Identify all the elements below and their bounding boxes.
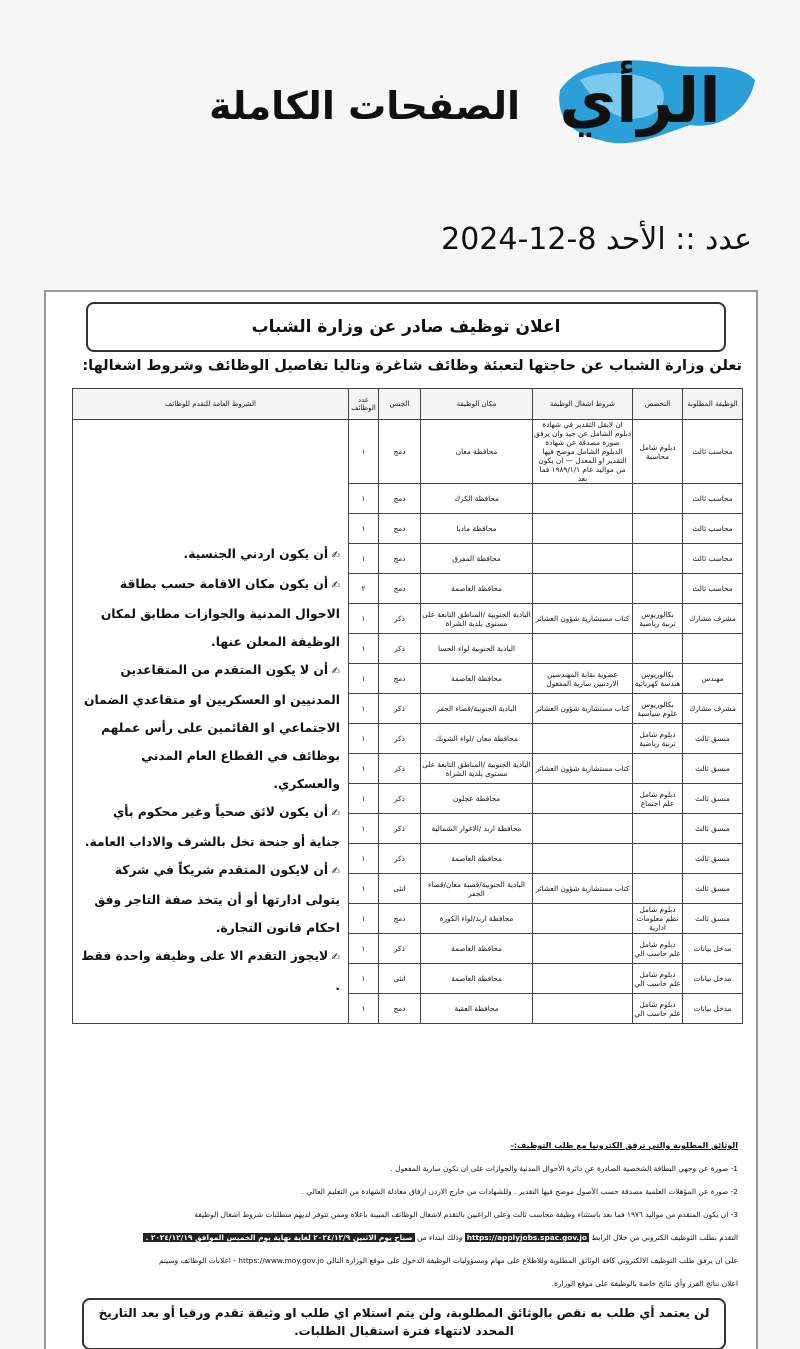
cell-cond xyxy=(533,574,633,604)
page-title: الصفحات الكاملة xyxy=(209,84,520,128)
doc-item: 1- صورة عن وجهي البطاقة الشخصية الصادرة عن دائرة الأحوال المدنية والجوازات على ان تكون سارية المفعول . xyxy=(390,1164,738,1173)
cell-spec: بكالوريوس تربية رياضية xyxy=(633,604,683,634)
cell-spec: دبلوم شامل علم حاسب الي xyxy=(633,964,683,994)
cell-count: ١ xyxy=(349,724,379,754)
cell-place: البادية الجنوبية /المناطق التابعة على مستوى بلدية الشراة xyxy=(421,604,533,634)
cell-cond: كتاب مستشارية شؤون العشائر xyxy=(533,694,633,724)
col-header: شروط اشغال الوظيفة xyxy=(533,389,633,420)
cell-count: ١ xyxy=(349,964,379,994)
col-header: التخصص xyxy=(633,389,683,420)
cell-spec: دبلوم شامل نظم معلومات ادارية xyxy=(633,904,683,934)
col-header: الشروط العامة للتقدم للوظائف xyxy=(73,389,349,420)
cell-job: منسق ثالث xyxy=(683,754,743,784)
apply-dates: صباح يوم الاثنين ٢٠٢٤/١٢/٩ لغاية نهاية يوم الخميس الموافق ٢٠٢٤/١٢/١٩ . xyxy=(145,1233,413,1242)
cell-place: البادية الجنوبية لواء الحسا xyxy=(421,634,533,664)
cell-job: محاسب ثالث xyxy=(683,514,743,544)
cell-count: ١ xyxy=(349,784,379,814)
cell-place: محافظة العاصمة xyxy=(421,844,533,874)
cell-gender: دمج xyxy=(379,420,421,484)
general-condition-item: ✍ أن يكون اردني الجنسية. xyxy=(79,540,340,570)
cell-count: ١ xyxy=(349,664,379,694)
cell-place: محافظة مادبا xyxy=(421,514,533,544)
cell-gender: دمج xyxy=(379,664,421,694)
general-condition-item: ✍ أن يكون مكان الاقامة حسب بطاقة الاحوال المدنية والجوازات مطابق لمكان الوظيفة المعلن عنها. xyxy=(79,570,340,656)
cell-job: منسق ثالث xyxy=(683,784,743,814)
cell-cond xyxy=(533,544,633,574)
cell-place: محافظة معان xyxy=(421,420,533,484)
col-header: الجنس xyxy=(379,389,421,420)
cell-job xyxy=(683,634,743,664)
cell-spec xyxy=(633,754,683,784)
cell-spec xyxy=(633,514,683,544)
cell-cond: كتاب مستشارية شؤون العشائر xyxy=(533,604,633,634)
cell-cond xyxy=(533,934,633,964)
cell-spec: دبلوم شامل محاسبة xyxy=(633,420,683,484)
cell-gender: ذكر xyxy=(379,634,421,664)
cell-spec xyxy=(633,634,683,664)
cell-gender: دمج xyxy=(379,574,421,604)
required-documents xyxy=(70,1134,738,1295)
cell-count: ١ xyxy=(349,694,379,724)
doc-item: 3- ان يكون المتقدم من مواليد ١٩٧٦ فما بعد باستثناء وظيفة محاسب ثالث وعلى الراغبين بالتقدم لاشغال الوظائف المبينة باعلاه وممن تتوفر لديهم متطلبات شروط اشغال الوظيفة xyxy=(194,1210,738,1219)
cell-job: محاسب ثالث xyxy=(683,420,743,484)
jobs-table xyxy=(72,388,743,1024)
cell-count: ١ xyxy=(349,904,379,934)
cell-job: مشرف مشارك xyxy=(683,604,743,634)
cell-place: محافظة العاصمة xyxy=(421,964,533,994)
cell-count: ١ xyxy=(349,874,379,904)
cell-count: ١ xyxy=(349,844,379,874)
cell-job: محاسب ثالث xyxy=(683,574,743,604)
cell-place: محافظة معان /لواء الشوبك xyxy=(421,724,533,754)
cell-count: ١ xyxy=(349,484,379,514)
cell-place: محافظة اربد /الاغوار الشمالية xyxy=(421,814,533,844)
cell-cond xyxy=(533,724,633,754)
doc-item: 2- صورة عن المؤهلات العلمية مصدقة حسب الأصول موضح فيها التقدير . وللشهادات من خارج الاردن ارفاق معادلة الشهادة من التعليم العالي . xyxy=(301,1187,738,1196)
cell-cond xyxy=(533,844,633,874)
cell-cond xyxy=(533,634,633,664)
cell-job: مدخل بيانات xyxy=(683,934,743,964)
cell-spec xyxy=(633,484,683,514)
cell-spec: دبلوم شامل علم اجتماع xyxy=(633,784,683,814)
cell-job: منسق ثالث xyxy=(683,724,743,754)
cell-job: منسق ثالث xyxy=(683,844,743,874)
cell-place: محافظة اربد/لواء الكورة xyxy=(421,904,533,934)
cell-job: مهندس xyxy=(683,664,743,694)
cell-spec xyxy=(633,544,683,574)
general-condition-item: ✍ لايجوز التقدم الا على وظيفة واحدة فقط . xyxy=(79,942,340,1000)
cell-place: محافظة المفرق xyxy=(421,544,533,574)
alrai-logo-icon xyxy=(520,40,760,160)
general-condition-item: ✍ أن لايكون المتقدم شريكاً في شركة يتولى ادارتها أو أن يتخذ صفة التاجر وفق احكام قانون التجارة. xyxy=(79,856,340,942)
issue-date: عدد :: الأحد 8-12-2024 xyxy=(441,222,752,257)
cell-spec: دبلوم شامل تربية رياضية xyxy=(633,724,683,754)
cell-spec xyxy=(633,574,683,604)
ad-subheading: تعلن وزارة الشباب عن حاجتها لتعبئة وظائف شاغرة وتالياً تفاصيل الوظائف وشروط اشغالها: xyxy=(82,358,742,374)
table-row xyxy=(73,420,743,484)
cell-cond xyxy=(533,784,633,814)
cell-cond xyxy=(533,904,633,934)
cell-spec: دبلوم شامل علم حاسب الي xyxy=(633,934,683,964)
closing-notice: لن يعتمد أي طلب به نقص بالوثائق المطلوبة، ولن يتم استلام اي طلب او وثيقة تقدم ورقيا أو بعد التاريخ المحدد لانتهاء فترة استقبال الطلبات. xyxy=(82,1298,726,1349)
attach-note: على ان يرفق طلب التوظيف الالكتروني كافة الوثائق المطلوبة وللاطلاع على مهام ومسؤوليات الوظيفة الدخول على موقع الوزارة التالي https://www.moy.gov.jo - اعلانات الوظائف وسيتم xyxy=(158,1256,738,1265)
cell-place: البادية الجنوبية /المناطق التابعة على مستوى بلدية الشراة xyxy=(421,754,533,784)
cell-job: مدخل بيانات xyxy=(683,994,743,1024)
apply-line: التقدم بطلب التوظيف الكتروني من خلال الرابط https://applyjobs.spac.gov.jo وذلك ابتداء من صباح يوم الاثنين ٢٠٢٤/١٢/٩ لغاية نهاية يوم الخميس الموافق ٢٠٢٤/١٢/١٩ . xyxy=(145,1233,738,1242)
cell-cond: كتاب مستشارية شؤون العشائر xyxy=(533,874,633,904)
cell-gender: دمج xyxy=(379,484,421,514)
col-header: الوظيفة المطلوبة xyxy=(683,389,743,420)
cell-count: ١ xyxy=(349,514,379,544)
cell-gender: ذكر xyxy=(379,724,421,754)
cell-spec xyxy=(633,814,683,844)
cell-place: محافظة عجلون xyxy=(421,784,533,814)
cell-gender: دمج xyxy=(379,994,421,1024)
cell-gender: دمج xyxy=(379,544,421,574)
cell-gender: ذكر xyxy=(379,844,421,874)
cell-place: محافظة العاصمة xyxy=(421,664,533,694)
cell-job: مشرف مشارك xyxy=(683,694,743,724)
cell-place: البادية الجنوبية/قصبة معان/قضاء الجفر xyxy=(421,874,533,904)
cell-gender: دمج xyxy=(379,514,421,544)
results-note: اعلان نتائج الفرز وأي نتائج خاصة بالوظيفة على موقع الوزارة. xyxy=(551,1279,738,1288)
svg-text:الرأي: الرأي xyxy=(559,64,721,137)
cell-job: منسق ثالث xyxy=(683,814,743,844)
cell-gender: ذكر xyxy=(379,754,421,784)
cell-cond xyxy=(533,514,633,544)
cell-cond xyxy=(533,814,633,844)
docs-title: الوثائق المطلوبة والتي ترفق الكترونيا مع طلب التوظيف:- xyxy=(510,1141,738,1150)
cell-place: محافظة العاصمة xyxy=(421,934,533,964)
cell-cond: كتاب مستشارية شؤون العشائر xyxy=(533,754,633,784)
cell-job: محاسب ثالث xyxy=(683,544,743,574)
cell-cond xyxy=(533,994,633,1024)
cell-gender: انثى xyxy=(379,964,421,994)
cell-count: ١ xyxy=(349,544,379,574)
cell-job: محاسب ثالث xyxy=(683,484,743,514)
cell-gender: دمج xyxy=(379,904,421,934)
cell-place: محافظة العاصمة xyxy=(421,574,533,604)
cell-count: ٢ xyxy=(349,574,379,604)
cell-place: محافظة الكرك xyxy=(421,484,533,514)
cell-spec: دبلوم شامل علم حاسب الي xyxy=(633,994,683,1024)
cell-place: البادية الجنوبية/قضاء الجفر xyxy=(421,694,533,724)
cell-job: منسق ثالث xyxy=(683,904,743,934)
cell-gender: ذكر xyxy=(379,934,421,964)
cell-job: مدخل بيانات xyxy=(683,964,743,994)
cell-gender: ذكر xyxy=(379,694,421,724)
cell-spec: بكالوريوس علوم سياسية xyxy=(633,694,683,724)
cell-count: ١ xyxy=(349,814,379,844)
cell-count: ١ xyxy=(349,754,379,784)
col-header: عدد الوظائف xyxy=(349,389,379,420)
col-header: مكان الوظيفة xyxy=(421,389,533,420)
cell-spec xyxy=(633,844,683,874)
cell-cond: ان لايقل التقدير في شهادة دبلوم الشامل عن جيد وان يرفق صورة مصدقة عن شهادة الدبلوم الشامل موضح فيها التقدير او المعدل — ان يكون من مواليد عام ١٩٨٩/١/١ فما بعد xyxy=(534,420,631,483)
cell-gender: ذكر xyxy=(379,604,421,634)
cell-count: ١ xyxy=(349,634,379,664)
apply-link[interactable]: https://applyjobs.spac.gov.jo xyxy=(466,1233,587,1242)
cell-place: محافظة العقبة xyxy=(421,994,533,1024)
cell-job: منسق ثالث xyxy=(683,874,743,904)
cell-count: ١ xyxy=(349,420,379,484)
cell-cond xyxy=(533,964,633,994)
cell-spec xyxy=(633,874,683,904)
cell-cond: عضوية نقابة المهندسين الاردنيين سارية المفعول xyxy=(533,664,633,694)
document-page xyxy=(44,290,758,1349)
general-conditions xyxy=(73,420,349,1024)
cell-cond xyxy=(533,484,633,514)
cell-count: ١ xyxy=(349,994,379,1024)
cell-gender: ذكر xyxy=(379,784,421,814)
cell-count: ١ xyxy=(349,604,379,634)
ad-banner: اعلان توظيف صادر عن وزارة الشباب xyxy=(86,302,726,352)
cell-gender: ذكر xyxy=(379,814,421,844)
cell-count: ١ xyxy=(349,934,379,964)
masthead xyxy=(210,40,770,160)
cell-gender: انثى xyxy=(379,874,421,904)
general-condition-item: ✍ أن يكون لائق صحياً وغير محكوم بأي جناية أو جنحة تخل بالشرف والاداب العامة. xyxy=(79,798,340,856)
general-condition-item: ✍ أن لا يكون المتقدم من المتقاعدين المدنيين او العسكريين او متقاعدي الضمان الاجتماعي او القائمين على رأس عملهم بوظائف في القطاع العام المدني والعسكري. xyxy=(79,656,340,798)
cell-spec: بكالوريوس هندسة كهربائية xyxy=(633,664,683,694)
table-header-row xyxy=(73,389,743,420)
